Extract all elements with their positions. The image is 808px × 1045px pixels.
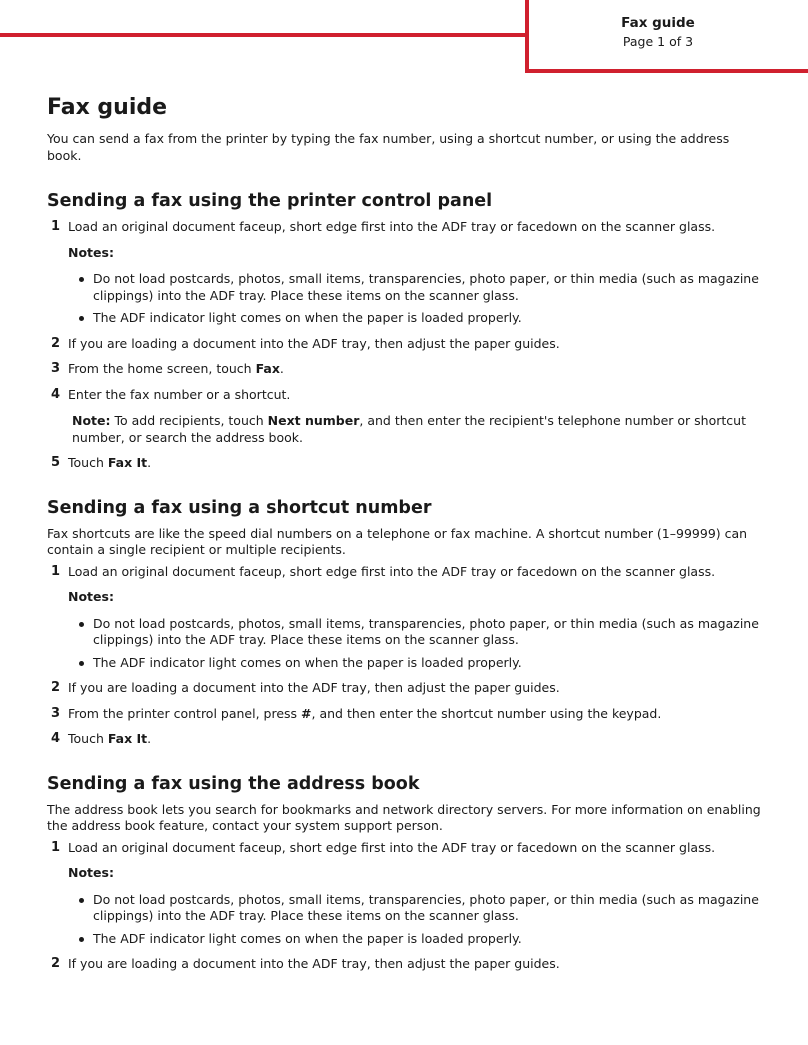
list-item bbox=[68, 931, 765, 948]
note-label: Note: bbox=[72, 413, 111, 428]
list-item bbox=[68, 616, 765, 649]
step-item bbox=[47, 706, 765, 723]
step-list bbox=[47, 840, 765, 973]
section-heading: Sending a fax using a shortcut number bbox=[47, 497, 432, 518]
header-title: Fax guide bbox=[621, 15, 695, 31]
step-item bbox=[47, 455, 765, 472]
step-number: 4 bbox=[51, 731, 61, 746]
note-text: The ADF indicator light comes on when the paper is loaded properly. bbox=[93, 310, 522, 325]
step-text: From the printer control panel, press #, and then enter the shortcut number using the keypad. bbox=[68, 705, 662, 721]
bullet-icon bbox=[79, 622, 84, 627]
step-item bbox=[47, 956, 765, 973]
document-intro: You can send a fax from the printer by typing the fax number, using a shortcut number, or using the address book. bbox=[47, 131, 730, 163]
note-text: The ADF indicator light comes on when the paper is loaded properly. bbox=[93, 654, 522, 670]
bullet-icon bbox=[79, 277, 84, 282]
note-text: Do not load postcards, photos, small items, transparencies, photo paper, or thin media (such as magazine clippings) into the ADF tray. Place these items on the scanner glass. bbox=[93, 891, 759, 923]
notes-list bbox=[68, 616, 765, 672]
step-number: 2 bbox=[51, 680, 61, 695]
step-number: 3 bbox=[51, 361, 61, 376]
header-rule-left bbox=[0, 33, 529, 37]
ui-term: # bbox=[301, 705, 312, 721]
step-text: If you are loading a document into the ADF tray, then adjust the paper guides. bbox=[68, 956, 560, 971]
header-rule-right bbox=[525, 69, 808, 73]
list-item bbox=[68, 310, 765, 327]
section-address-book bbox=[47, 772, 765, 973]
ui-term: Fax It bbox=[107, 731, 148, 746]
step-number: 2 bbox=[51, 956, 61, 971]
section-intro: The address book lets you search for bookmarks and network directory servers. For more information on enabling the address book feature, contact your system support person. bbox=[47, 801, 761, 833]
step-number: 1 bbox=[51, 839, 61, 855]
step-item bbox=[47, 387, 765, 447]
section-control-panel bbox=[47, 189, 765, 472]
step-item bbox=[47, 564, 765, 672]
step-text: Enter the fax number or a shortcut. bbox=[68, 386, 291, 402]
step-text: Load an original document faceup, short edge first into the ADF tray or facedown on the scanner glass. bbox=[68, 219, 716, 234]
step-number: 4 bbox=[51, 386, 61, 402]
ui-term: Next number bbox=[267, 413, 360, 428]
bullet-icon bbox=[79, 316, 84, 321]
step-number: 5 bbox=[51, 455, 61, 470]
step-item bbox=[47, 336, 765, 353]
step-text: Load an original document faceup, short edge first into the ADF tray or facedown on the scanner glass. bbox=[68, 839, 716, 855]
note-text: Do not load postcards, photos, small items, transparencies, photo paper, or thin media (such as magazine clippings) into the ADF tray. Place these items on the scanner glass. bbox=[93, 615, 759, 647]
notes-label: Notes: bbox=[68, 244, 114, 260]
note-text: The ADF indicator light comes on when the paper is loaded properly. bbox=[93, 930, 522, 946]
section-intro: Fax shortcuts are like the speed dial numbers on a telephone or fax machine. A shortcut number (1–99999) can contain a single recipient or multiple recipients. bbox=[47, 525, 748, 557]
running-header bbox=[529, 14, 787, 50]
step-text: From the home screen, touch Fax. bbox=[68, 361, 284, 376]
note-text: Do not load postcards, photos, small items, transparencies, photo paper, or thin media (such as magazine clippings) into the ADF tray. Place these items on the scanner glass. bbox=[93, 271, 759, 303]
step-text: Touch Fax It. bbox=[68, 731, 152, 746]
step-number: 1 bbox=[51, 219, 61, 234]
step-text: Touch Fax It. bbox=[68, 455, 152, 470]
note-block: Note: To add recipients, touch Next number, and then enter the recipient's telephone number or shortcut number, or search the address book. bbox=[72, 413, 746, 445]
step-item bbox=[47, 840, 765, 948]
section-heading: Sending a fax using the address book bbox=[47, 773, 420, 794]
notes-list bbox=[68, 892, 765, 948]
step-item bbox=[47, 361, 765, 378]
step-text: If you are loading a document into the ADF tray, then adjust the paper guides. bbox=[68, 335, 560, 351]
notes-label: Notes: bbox=[68, 589, 114, 604]
page-title: Fax guide bbox=[47, 95, 168, 120]
section-heading: Sending a fax using the printer control panel bbox=[47, 191, 493, 211]
step-number: 1 bbox=[51, 563, 61, 579]
notes-label: Notes: bbox=[68, 865, 114, 880]
list-item bbox=[68, 892, 765, 925]
bullet-icon bbox=[79, 661, 84, 666]
step-number: 3 bbox=[51, 705, 61, 721]
section-shortcut-number bbox=[47, 496, 765, 748]
header-page-number: Page 1 of 3 bbox=[622, 34, 694, 49]
step-item bbox=[47, 680, 765, 697]
step-list bbox=[47, 219, 765, 472]
step-text: If you are loading a document into the ADF tray, then adjust the paper guides. bbox=[68, 680, 560, 695]
list-item bbox=[68, 655, 765, 672]
notes-list bbox=[68, 271, 765, 327]
step-item bbox=[47, 219, 765, 327]
step-item bbox=[47, 731, 765, 748]
ui-term: Fax It bbox=[107, 455, 148, 470]
ui-term: Fax bbox=[255, 361, 280, 376]
document-body bbox=[47, 92, 765, 973]
list-item bbox=[68, 271, 765, 304]
step-text: Load an original document faceup, short edge first into the ADF tray or facedown on the scanner glass. bbox=[68, 563, 716, 579]
step-list bbox=[47, 564, 765, 748]
step-number: 2 bbox=[51, 335, 61, 351]
bullet-icon bbox=[79, 898, 84, 903]
bullet-icon bbox=[79, 937, 84, 942]
